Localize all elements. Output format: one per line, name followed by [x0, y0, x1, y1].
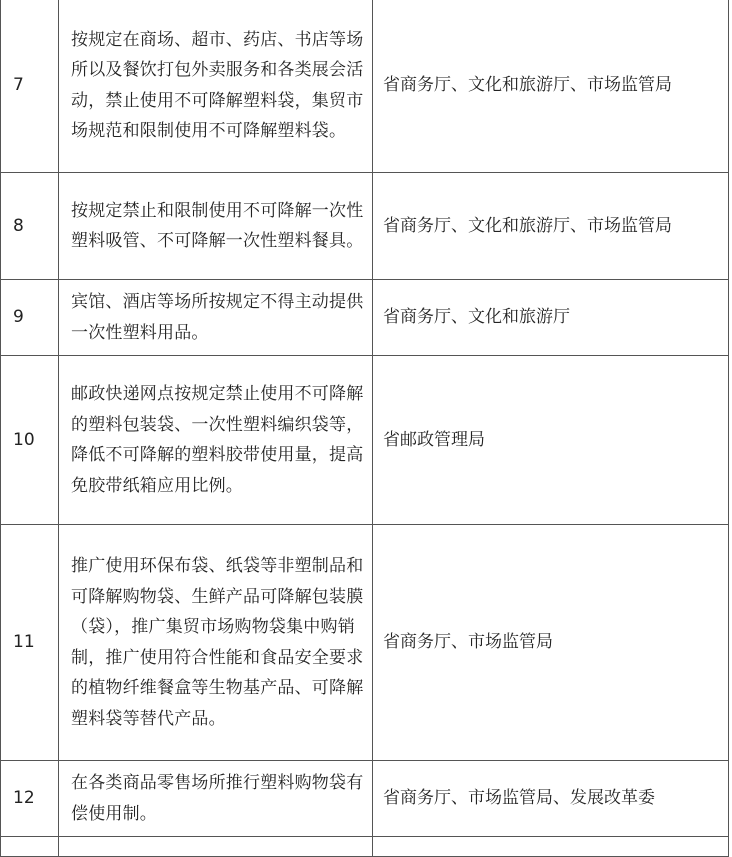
row-number-empty: [1, 837, 59, 857]
measure-cell: 按规定在商场、超市、药店、书店等场所以及餐饮打包外卖服务和各类展会活动，禁止使用不可降解塑料袋，集贸市场规范和限制使用不可降解塑料袋。: [59, 0, 373, 173]
row-number: 9: [1, 280, 59, 356]
row-number: 10: [1, 356, 59, 525]
measure-cell: 推广使用环保布袋、纸袋等非塑制品和可降解购物袋、生鲜产品可降解包装膜（袋），推广集贸市场购物袋集中购销制，推广使用符合性能和食品安全要求的植物纤维餐盒等生物基产品、可降解塑料袋等替代产品。: [59, 525, 373, 761]
department-cell-empty: [373, 837, 729, 857]
department-cell: 省商务厅、文化和旅游厅、市场监管局: [373, 173, 729, 280]
department-cell: 省商务厅、市场监管局、发展改革委: [373, 761, 729, 837]
row-number: 12: [1, 761, 59, 837]
table-row: [1, 173, 729, 280]
table-row: [1, 0, 729, 173]
measure-cell: 在各类商品零售场所推行塑料购物袋有偿使用制。: [59, 761, 373, 837]
table-row: [1, 525, 729, 761]
department-cell: 省商务厅、市场监管局: [373, 525, 729, 761]
row-number: 11: [1, 525, 59, 761]
measure-cell: 邮政快递网点按规定禁止使用不可降解的塑料包装袋、一次性塑料编织袋等，降低不可降解的塑料胶带使用量，提高免胶带纸箱应用比例。: [59, 356, 373, 525]
measure-cell: 按规定禁止和限制使用不可降解一次性塑料吸管、不可降解一次性塑料餐具。: [59, 173, 373, 280]
table-row: [1, 356, 729, 525]
department-cell: 省商务厅、文化和旅游厅: [373, 280, 729, 356]
measure-cell-empty: [59, 837, 373, 857]
department-cell: 省商务厅、文化和旅游厅、市场监管局: [373, 0, 729, 173]
measure-cell: 宾馆、酒店等场所按规定不得主动提供一次性塑料用品。: [59, 280, 373, 356]
table-body: [1, 0, 729, 857]
table-row: [1, 280, 729, 356]
table-row: [1, 761, 729, 837]
row-number: 7: [1, 0, 59, 173]
department-cell: 省邮政管理局: [373, 356, 729, 525]
table-row-partial: [1, 837, 729, 857]
row-number: 8: [1, 173, 59, 280]
